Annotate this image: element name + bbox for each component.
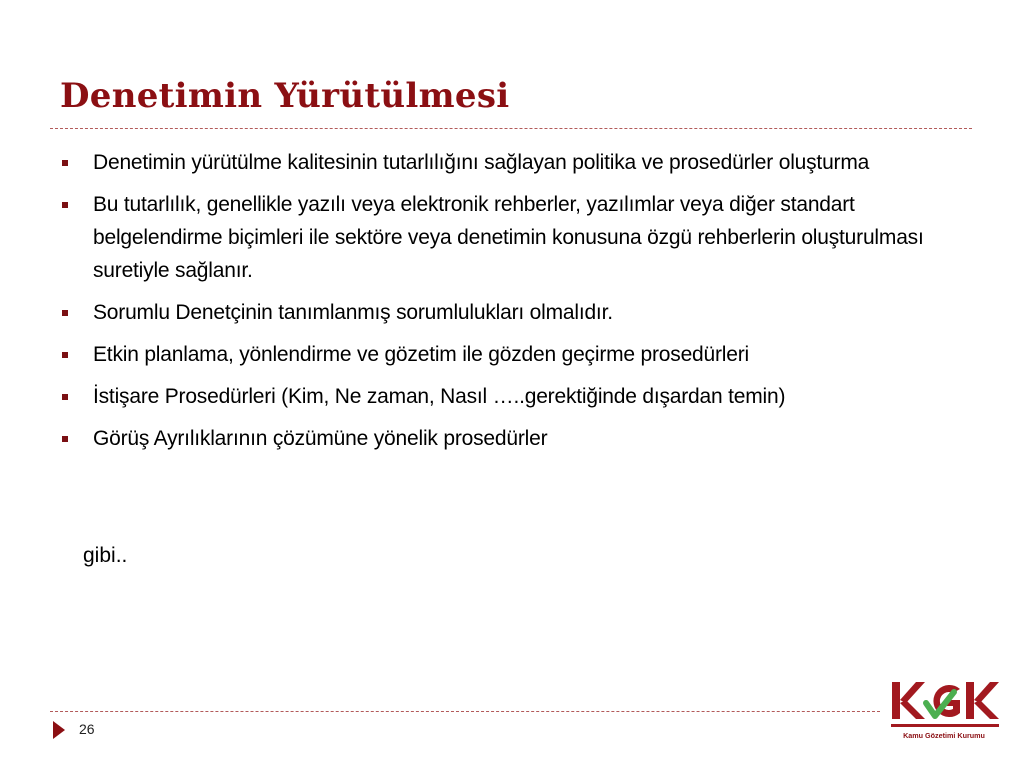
footer-divider xyxy=(50,711,880,712)
bullet-item xyxy=(56,422,972,455)
square-bullet-icon xyxy=(62,160,68,166)
square-bullet-icon xyxy=(62,352,68,358)
square-bullet-icon xyxy=(62,394,68,400)
bullet-item xyxy=(56,146,972,179)
closing-text: gibi.. xyxy=(83,544,128,567)
bullet-item xyxy=(56,188,972,287)
bullet-text: Görüş Ayrılıklarının çözümüne yönelik prosedürler xyxy=(93,427,548,450)
square-bullet-icon xyxy=(62,202,68,208)
square-bullet-icon xyxy=(62,436,68,442)
bullet-text: Bu tutarlılık, genellikle yazılı veya elektronik rehberler, yazılımlar veya diğer standart belgelendirme biçimleri ile sektöre veya denetimin konusuna özgü rehberlerin oluşturulması suretiyle sağlanır. xyxy=(93,193,924,282)
bullet-item xyxy=(56,380,972,413)
page-number: 26 xyxy=(79,721,95,737)
next-slide-arrow-icon[interactable] xyxy=(53,721,65,739)
bullet-item xyxy=(56,296,972,329)
square-bullet-icon xyxy=(62,310,68,316)
kgk-logo xyxy=(886,676,1002,744)
title-divider xyxy=(50,128,972,129)
bullet-text: Etkin planlama, yönlendirme ve gözetim ile gözden geçirme prosedürleri xyxy=(93,343,750,366)
bullet-list xyxy=(56,146,972,464)
bullet-item xyxy=(56,338,972,371)
slide-title: Denetimin Yürütülmesi xyxy=(60,76,510,116)
bullet-text: Denetimin yürütülme kalitesinin tutarlılığını sağlayan politika ve prosedürler oluşturma xyxy=(93,151,870,174)
bullet-text: Sorumlu Denetçinin tanımlanmış sorumlulukları olmalıdır. xyxy=(93,301,613,324)
bullet-text: İstişare Prosedürleri (Kim, Ne zaman, Nasıl …..gerektiğinde dışardan temin) xyxy=(93,385,786,408)
logo-subtitle: Kamu Gözetimi Kurumu xyxy=(903,731,985,740)
